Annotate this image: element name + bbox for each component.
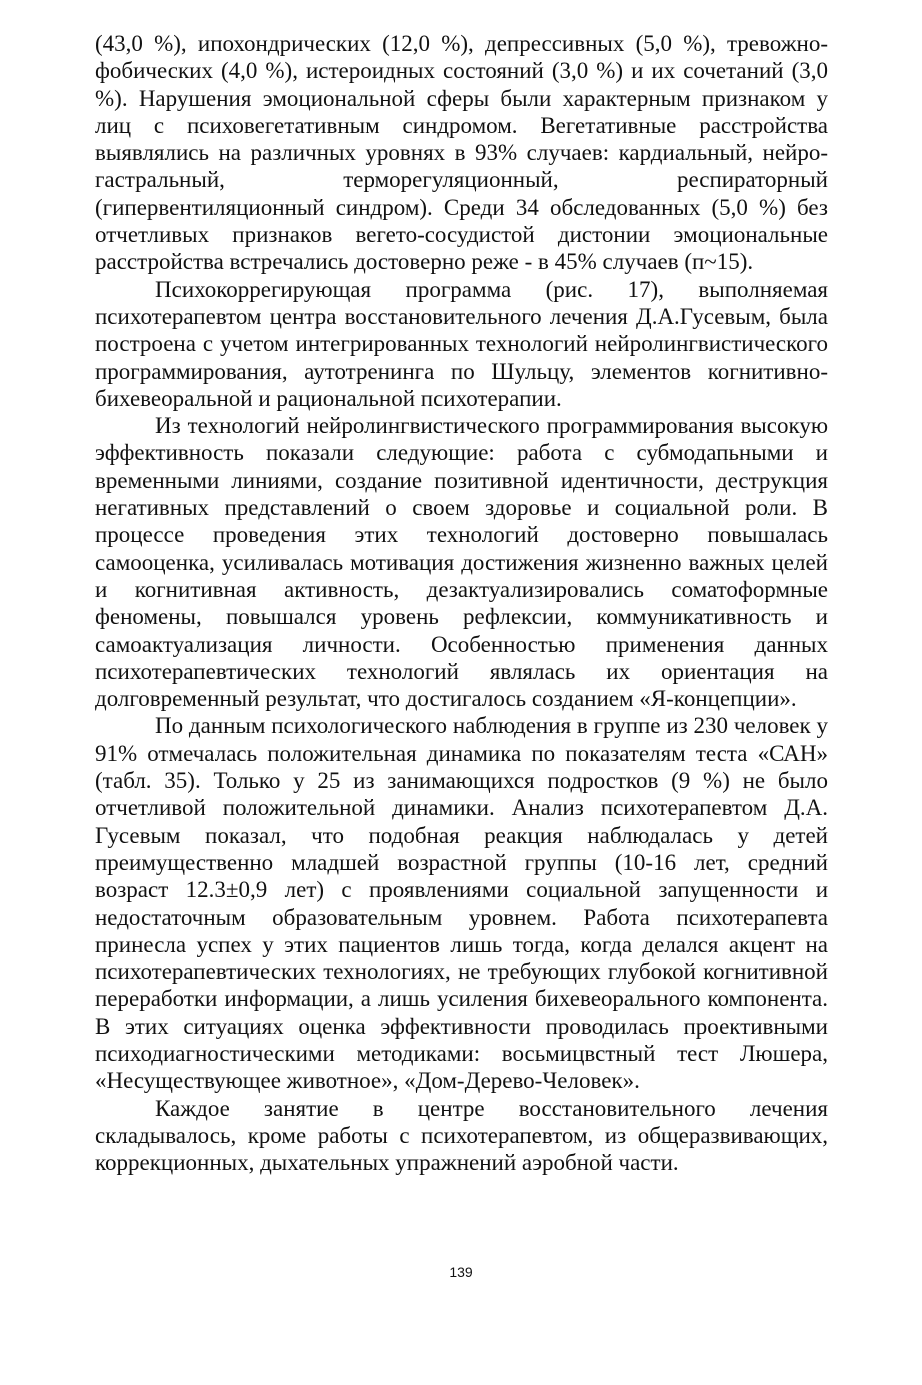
paragraph-2: Психокоррегирующая программа (рис. 17), выполняемая психотерапевтом центра восстановительного лечения Д.А.Гусевым, была построена с учетом интегрированных технологий нейролингвистического программирования, аутотренинга по Шульцу, элементов когнитивно-бихевеоральной и рациональной психотерапии. xyxy=(95,276,828,411)
paragraph-3: Из технологий нейролингвистического программирования высокую эффективность показали следующие: работа с субмодапьными и временными линиями, создание позитивной идентичности, деструкция негативных представлений о своем здоровье и социальной роли. В процессе проведения этих технологий достоверно повышалась самооценка, усиливалась мотивация достижения жизненно важных целей и когнитивная активность, дезактуализировались соматоформные феномены, повышался уровень рефлексии, коммуникативность и самоактуализация личности. Особенностью применения данных психотерапевтических технологий являлась их ориентация на долговременный результат, что достигалось созданием «Я-концепции». xyxy=(95,413,828,712)
paragraph-1: (43,0 %), ипохондрических (12,0 %), депрессивных (5,0 %), тревожно-фобических (4,0 %), истероидных состояний (3,0 %) и их сочетаний (3,0 %). Нарушения эмоциональной сферы были характерным признаком у лиц с психовегетативным синдромом. Вегетативные расстройства выявлялись на различных уровнях в 93% случаев: кардиальный, нейро-гастральный, терморегуляционный, респираторный (гипервентиляционный синдром). Среди 34 обследованных (5,0 %) без отчетливых признаков вегето-сосудистой дистонии эмоциональные расстройства встречались достоверно реже - в 45% случаев (п~15). xyxy=(95,31,828,275)
paragraph-5: Каждое занятие в центре восстановительного лечения складывалось, кроме работы с психотерапевтом, из общеразвивающих, коррекционных, дыхательных упражнений аэробной части. xyxy=(95,1095,828,1176)
paragraph-4: По данным психологического наблюдения в группе из 230 человек у 91% отмечалась положительная динамика по показателям теста «САН» (табл. 35). Только у 25 из занимающихся подростков (9 %) не было отчетливой положительной динамики. Анализ психотерапевтом Д.А. Гусевым показал, что подобная реакция наблюдалась у детей преимущественно младшей возрастной группы (10-16 лет, средний возраст 12.3±0,9 лет) с проявлениями социальной запущенности и недостаточным образовательным уровнем. Работа психотерапевта принесла успех у этих пациентов лишь тогда, когда делался акцент на психотерапевтических технологиях, не требующих глубокой когнитивной переработки информации, а лишь усиления бихевеорального компонента. В этих ситуациях оценка эффективности проводилась проективными психодиагностическими методиками: восьмицвстный тест Люшера, «Несуществующее животное», «Дом-Дерево-Человек». xyxy=(95,713,828,1094)
document-page xyxy=(95,30,828,1176)
page-number: 139 xyxy=(449,1264,473,1280)
